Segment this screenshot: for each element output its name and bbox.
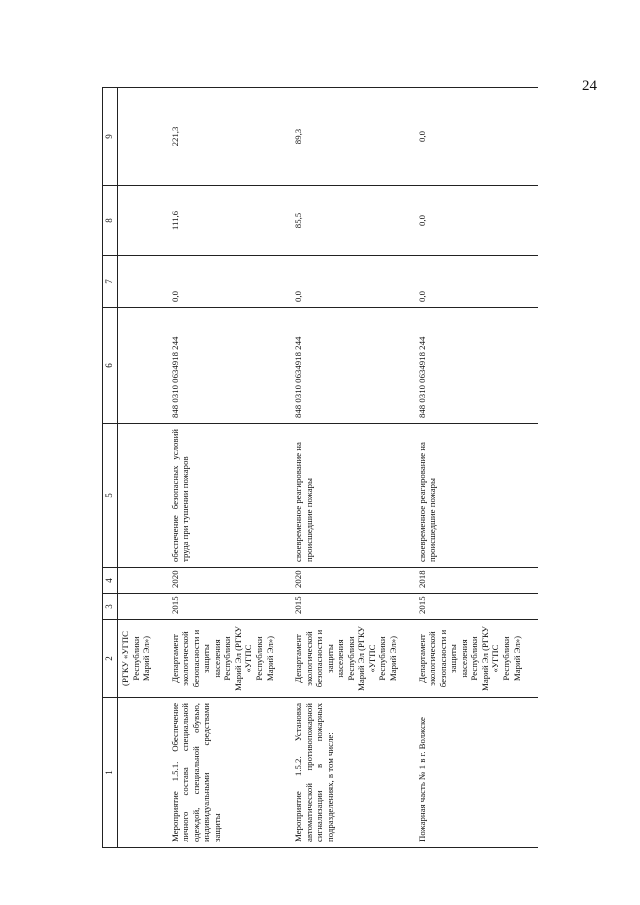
budget-code-cell: 848 0310 0634918 244 xyxy=(168,308,291,424)
landscape-sheet xyxy=(102,88,622,848)
column-number-8: 8 xyxy=(103,186,118,256)
column-number-1: 1 xyxy=(103,698,118,848)
table-row xyxy=(291,88,414,848)
start-year-cell: 2015 xyxy=(291,594,414,620)
column-number-9: 9 xyxy=(103,88,118,186)
program-measures-table xyxy=(102,87,538,848)
table-header xyxy=(103,88,118,848)
measure-name-cell: Мероприятие 1.5.1. Обеспечение личного состава специальной одеждой, специальной обувью, индивидуальными средствами защиты xyxy=(168,698,291,848)
end-year-cell: 2018 xyxy=(415,568,538,594)
start-year-cell: 2015 xyxy=(415,594,538,620)
value-col7-cell: 0,0 xyxy=(168,256,291,308)
executor-cell: Департамент экологической безопасности и защиты населения Республики Марий Эл (РГКУ «УГПС Республики Марий Эл») xyxy=(291,620,414,698)
page-number: 24 xyxy=(582,78,597,94)
measure-name-cell: Пожарная часть № 1 в г. Волжске xyxy=(415,698,538,848)
table-row xyxy=(118,88,168,848)
column-number-4: 4 xyxy=(103,568,118,594)
value-col9-cell: 221,3 xyxy=(168,88,291,186)
budget-code-cell: 848 0310 0634918 244 xyxy=(415,308,538,424)
value-col9-cell: 0,0 xyxy=(415,88,538,186)
table-row xyxy=(168,88,291,848)
value-col9-cell: 89,3 xyxy=(291,88,414,186)
value-col8-cell: 0,0 xyxy=(415,186,538,256)
value-col8-cell: 111,6 xyxy=(168,186,291,256)
executor-cell: Департамент экологической безопасности и защиты населения Республики Марий Эл (РГКУ «УГПС Республики Марий Эл») xyxy=(415,620,538,698)
column-number-6: 6 xyxy=(103,308,118,424)
column-number-2: 2 xyxy=(103,620,118,698)
end-year-cell: 2020 xyxy=(291,568,414,594)
value-col7-cell: 0,0 xyxy=(415,256,538,308)
start-year-cell: 2015 xyxy=(168,594,291,620)
measure-name-cell: Мероприятие 1.5.2. Установка автоматической противопожарной сигнализации в пожарных подразделениях, в том числе: xyxy=(291,698,414,848)
budget-code-cell: 848 0310 0634918 244 xyxy=(291,308,414,424)
end-year-cell: 2020 xyxy=(168,568,291,594)
executor-cell: (РГКУ «УГПС Республики Марий Эл») xyxy=(118,620,168,698)
column-number-7: 7 xyxy=(103,256,118,308)
executor-cell: Департамент экологической безопасности и защиты населения Республики Марий Эл (РГКУ «УГПС Республики Марий Эл») xyxy=(168,620,291,698)
column-number-5: 5 xyxy=(103,424,118,568)
value-col7-cell: 0,0 xyxy=(291,256,414,308)
expected-result-cell: обеспечение безопасных условий труда при тушении пожаров xyxy=(168,424,291,568)
expected-result-cell: своевременное реагирование на происшедшие пожары xyxy=(415,424,538,568)
expected-result-cell: своевременное реагирование на происшедшие пожары xyxy=(291,424,414,568)
table-row xyxy=(415,88,538,848)
value-col8-cell: 85,5 xyxy=(291,186,414,256)
column-number-3: 3 xyxy=(103,594,118,620)
